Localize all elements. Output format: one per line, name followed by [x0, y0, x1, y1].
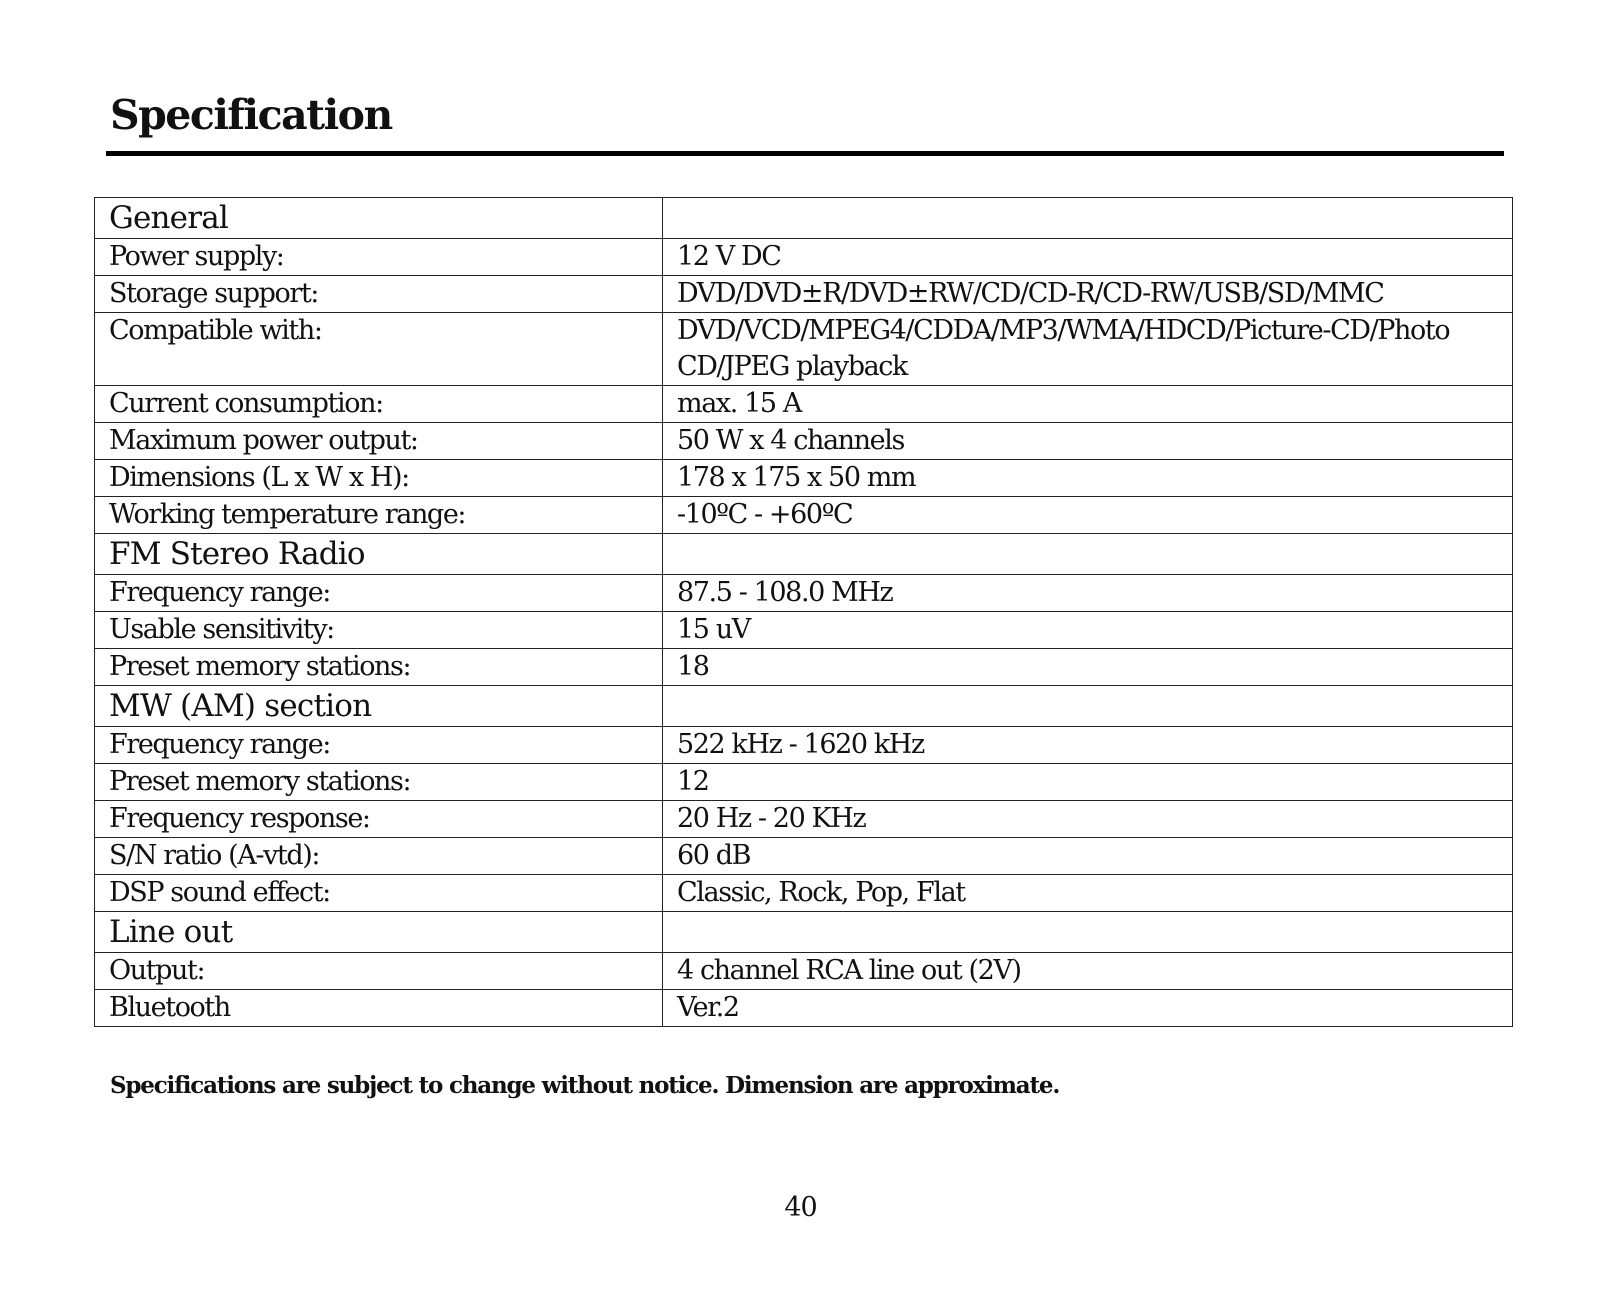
page-title: Specification [110, 91, 392, 139]
spec-label: Output: [95, 953, 663, 990]
spec-label: Storage support: [95, 276, 663, 313]
spec-value: 12 [663, 764, 1513, 801]
table-row [95, 612, 1513, 649]
section-header-line-out [95, 912, 1513, 953]
spec-label: Compatible with: [95, 313, 663, 386]
table-row [95, 764, 1513, 801]
table-row [95, 953, 1513, 990]
spec-label: Bluetooth [95, 990, 663, 1027]
specification-table [94, 197, 1513, 1027]
table-row [95, 727, 1513, 764]
spec-value: 4 channel RCA line out (2V) [663, 953, 1513, 990]
table-row [95, 239, 1513, 276]
spec-value: 12 V DC [663, 239, 1513, 276]
title-underline [106, 151, 1504, 156]
section-empty-cell [663, 686, 1513, 727]
spec-label: Usable sensitivity: [95, 612, 663, 649]
table-row [95, 313, 1513, 386]
spec-label: Preset memory stations: [95, 649, 663, 686]
page-number: 40 [784, 1192, 817, 1223]
table-row [95, 649, 1513, 686]
section-header-fm-stereo-radio [95, 534, 1513, 575]
table-row [95, 990, 1513, 1027]
section-title: FM Stereo Radio [95, 534, 663, 575]
section-empty-cell [663, 912, 1513, 953]
spec-label: S/N ratio (A-vtd): [95, 838, 663, 875]
section-header-mw-am [95, 686, 1513, 727]
table-row [95, 460, 1513, 497]
table-row [95, 801, 1513, 838]
section-empty-cell [663, 198, 1513, 239]
section-empty-cell [663, 534, 1513, 575]
section-header-general [95, 198, 1513, 239]
spec-value: 60 dB [663, 838, 1513, 875]
spec-label: Maximum power output: [95, 423, 663, 460]
table-row [95, 386, 1513, 423]
spec-label: Power supply: [95, 239, 663, 276]
spec-value: 15 uV [663, 612, 1513, 649]
spec-value: -10ºC - +60ºC [663, 497, 1513, 534]
spec-value: max. 15 A [663, 386, 1513, 423]
spec-label: Frequency range: [95, 727, 663, 764]
spec-value: 20 Hz - 20 KHz [663, 801, 1513, 838]
spec-label: Preset memory stations: [95, 764, 663, 801]
spec-value: 87.5 - 108.0 MHz [663, 575, 1513, 612]
section-title: MW (AM) section [95, 686, 663, 727]
spec-label: Working temperature range: [95, 497, 663, 534]
spec-value: 18 [663, 649, 1513, 686]
spec-value: DVD/VCD/MPEG4/CDDA/MP3/WMA/HDCD/Picture-CD/Photo CD/JPEG playback [663, 313, 1513, 386]
spec-label: Dimensions (L x W x H): [95, 460, 663, 497]
spec-label: Frequency response: [95, 801, 663, 838]
section-title: Line out [95, 912, 663, 953]
spec-value: 178 x 175 x 50 mm [663, 460, 1513, 497]
disclaimer-notice: Specifications are subject to change without notice. Dimension are approximate. [110, 1072, 1060, 1099]
table-row [95, 875, 1513, 912]
spec-value: Classic, Rock, Pop, Flat [663, 875, 1513, 912]
spec-value: 50 W x 4 channels [663, 423, 1513, 460]
table-row [95, 497, 1513, 534]
spec-value: DVD/DVD±R/DVD±RW/CD/CD-R/CD-RW/USB/SD/MMC [663, 276, 1513, 313]
table-row [95, 423, 1513, 460]
spec-value: 522 kHz - 1620 kHz [663, 727, 1513, 764]
section-title: General [95, 198, 663, 239]
table-row [95, 838, 1513, 875]
spec-label: Current consumption: [95, 386, 663, 423]
table-row [95, 575, 1513, 612]
spec-label: DSP sound effect: [95, 875, 663, 912]
spec-value: Ver.2 [663, 990, 1513, 1027]
table-row [95, 276, 1513, 313]
spec-label: Frequency range: [95, 575, 663, 612]
